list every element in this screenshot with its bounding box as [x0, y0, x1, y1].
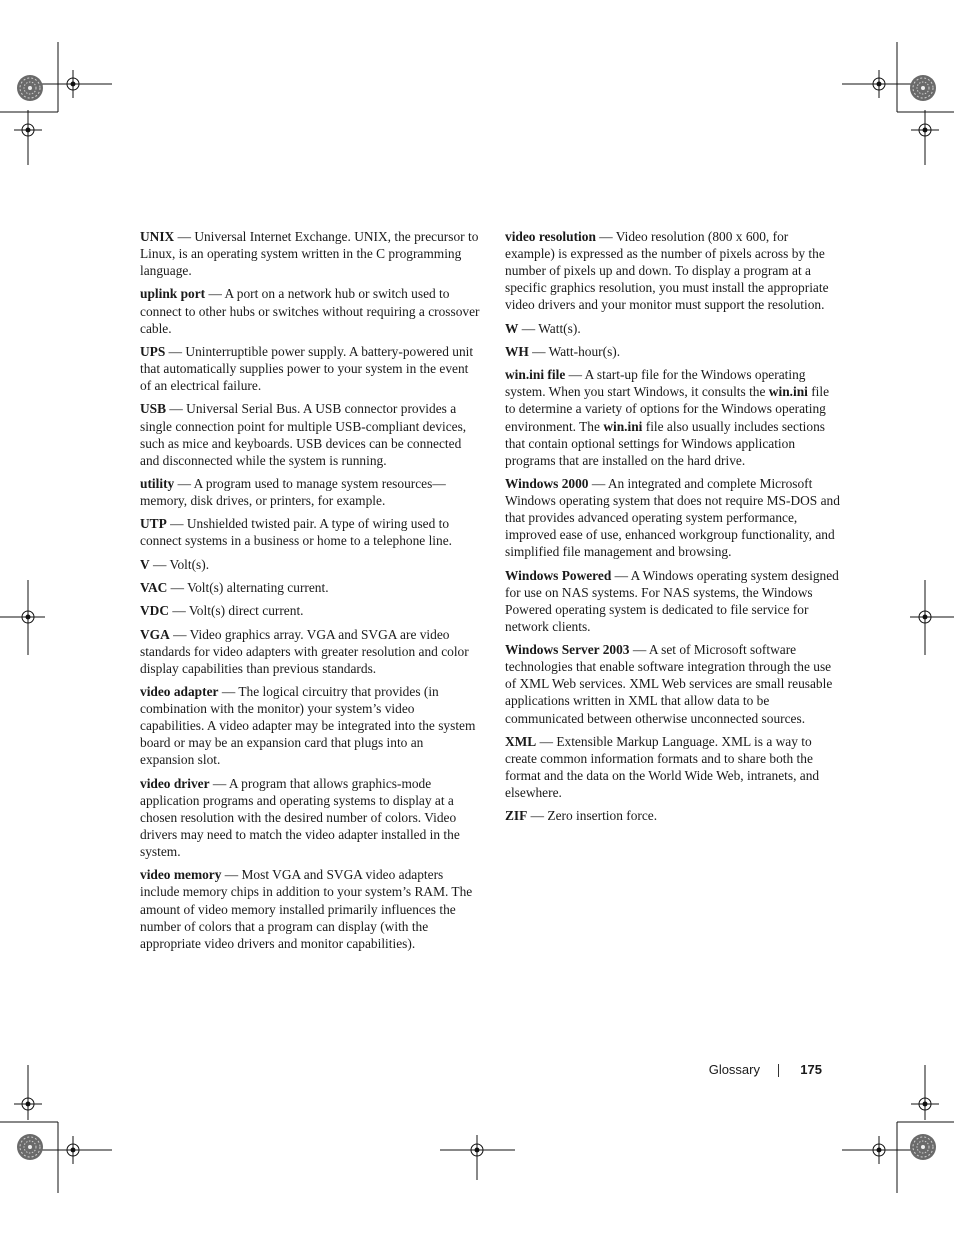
glossary-definition: — Unshielded twisted pair. A type of wiring used to connect systems in a business or home to a telephone line.	[140, 516, 453, 549]
glossary-entry-xml	[505, 733, 841, 801]
glossary-column-right	[505, 228, 841, 831]
page-number: 175	[800, 1062, 822, 1077]
glossary-term: WH	[505, 343, 529, 359]
glossary-entry-ups	[140, 343, 480, 394]
glossary-term: Windows Powered	[505, 567, 612, 583]
page-footer	[600, 1061, 822, 1081]
glossary-definition: — Volt(s) alternating current.	[167, 580, 329, 595]
glossary-term: UPS	[140, 343, 166, 359]
glossary-term: V	[140, 556, 150, 572]
glossary-entry-vdc	[140, 602, 480, 619]
glossary-definition: — Volt(s) direct current.	[169, 603, 304, 619]
glossary-term: video driver	[140, 775, 210, 791]
glossary-entry-utility	[140, 475, 480, 509]
footer-section-title: Glossary	[708, 1062, 760, 1077]
glossary-definition: — Uninterruptible power supply. A battery-powered unit that automatically supplies power to your system in the event of an electrical failure.	[140, 343, 474, 394]
glossary-definition: — Video graphics array. VGA and SVGA are video standards for video adapters with greater resolution and color display capabilities than previous standards.	[140, 626, 469, 676]
glossary-entry-w	[505, 320, 841, 337]
glossary-entry-zif	[505, 807, 841, 824]
glossary-term: video resolution	[505, 229, 596, 244]
glossary-definition: file to determine a variety of options for the Windows operating environment. The	[505, 384, 830, 434]
glossary-term: XML	[505, 733, 537, 749]
glossary-definition: — Universal Internet Exchange. UNIX, the precursor to Linux, is an operating system written in the C programming language.	[140, 229, 479, 279]
glossary-entry-uplink-port	[140, 285, 480, 336]
glossary-term: Windows 2000	[505, 475, 589, 491]
glossary-entry-vac	[140, 579, 480, 596]
glossary-entry-video-memory	[140, 866, 480, 951]
glossary-definition: — Extensible Markup Language. XML is a way to create common information formats and to share both the format and the data on the World Wide Web, intranets, and elsewhere.	[505, 733, 820, 801]
glossary-definition: — Volt(s).	[149, 556, 210, 572]
glossary-term: VDC	[140, 603, 170, 619]
glossary-term: ZIF	[505, 808, 528, 824]
glossary-definition: — Universal Serial Bus. A USB connector provides a single connection point for multiple USB-compliant devices, such as mice and keyboards. USB devices can be connected and disconnected while the system is running.	[140, 401, 467, 468]
glossary-definition: — A Windows operating system designed for use on NAS systems. For NAS systems, the Windows Powered operating system is dedicated to file service for network clients.	[505, 567, 839, 634]
glossary-entry-utp	[140, 515, 480, 549]
glossary-entry-video-resolution	[505, 228, 841, 313]
glossary-entry-windows-powered	[505, 567, 841, 635]
glossary-entry-windows-2000	[505, 475, 841, 560]
glossary-term: UNIX	[140, 229, 175, 244]
glossary-entry-vga	[140, 626, 480, 677]
glossary-entry-unix	[140, 228, 480, 279]
glossary-column-left	[140, 228, 480, 958]
glossary-entry-video-driver	[140, 775, 480, 860]
glossary-term: video adapter	[140, 684, 219, 700]
glossary-definition: — A start-up file for the Windows operating system. When you start Windows, it consults the	[505, 367, 806, 400]
file-name: win.ini	[768, 384, 808, 400]
glossary-term: win.ini file	[505, 367, 566, 383]
glossary-entry-usb	[140, 400, 480, 468]
glossary-term: utility	[140, 475, 175, 491]
glossary-definition: — A port on a network hub or switch used to connect to other hubs or switches without requiring a crossover cable.	[140, 286, 480, 336]
glossary-term: W	[505, 320, 519, 336]
glossary-definition: file also usually includes sections that contain optional settings for Windows application programs that are installed on the hard drive.	[505, 418, 825, 468]
glossary-term: uplink port	[140, 286, 206, 302]
glossary-definition: — A program used to manage system resources—memory, disk drives, or printers, for example.	[140, 475, 446, 509]
glossary-entry-wh	[505, 343, 841, 360]
glossary-term: UTP	[140, 516, 167, 532]
glossary-definition: — Watt-hour(s).	[528, 343, 621, 359]
glossary-term: VAC	[140, 580, 168, 595]
glossary-term: VGA	[140, 626, 170, 642]
glossary-term: Windows Server 2003	[505, 642, 630, 658]
glossary-definition: — An integrated and complete Microsoft Windows operating system that does not require MS-DOS and that provides advanced operating system performance, improved ease of use, enhanced workgroup functionality, and simplified file management and browsing.	[505, 475, 840, 560]
glossary-definition: — Watt(s).	[518, 320, 581, 336]
glossary-entry-win-ini-file	[505, 366, 841, 469]
glossary-entry-windows-server-2003	[505, 641, 841, 726]
file-name: win.ini	[603, 418, 643, 434]
glossary-definition: — A program that allows graphics-mode application programs and operating systems to display at a chosen resolution with the desired number of colors. Video drivers may need to match the video adapter installed in the system.	[140, 775, 460, 860]
glossary-definition: — Video resolution (800 x 600, for example) is expressed as the number of pixels across by the number of pixels up and down. To display a program at a specific graphics resolution, you must install the appropriate video drivers and your monitor must support the resolution.	[505, 229, 829, 313]
glossary-entry-video-adapter	[140, 683, 480, 768]
glossary-definition: — Zero insertion force.	[527, 808, 658, 824]
glossary-definition: — A set of Microsoft software technologies that enable software integration through the use of XML Web services. XML Web services are small reusable applications written in XML that allow data to be communicated between otherwise unconnected sources.	[505, 642, 833, 726]
glossary-definition: — Most VGA and SVGA video adapters include memory chips in addition to your system’s RAM. The amount of video memory installed primarily influences the number of colors that a program can display (with the appropriate video drivers and monitor capabilities).	[140, 867, 473, 951]
glossary-definition: — The logical circuitry that provides (in combination with the monitor) your system’s video capabilities. A video adapter may be integrated into the system board or may be an expansion card that plugs into an expansion slot.	[140, 684, 476, 768]
glossary-term: USB	[140, 401, 167, 417]
glossary-entry-v	[140, 556, 480, 573]
footer-divider	[778, 1064, 779, 1077]
glossary-term: video memory	[140, 867, 222, 883]
